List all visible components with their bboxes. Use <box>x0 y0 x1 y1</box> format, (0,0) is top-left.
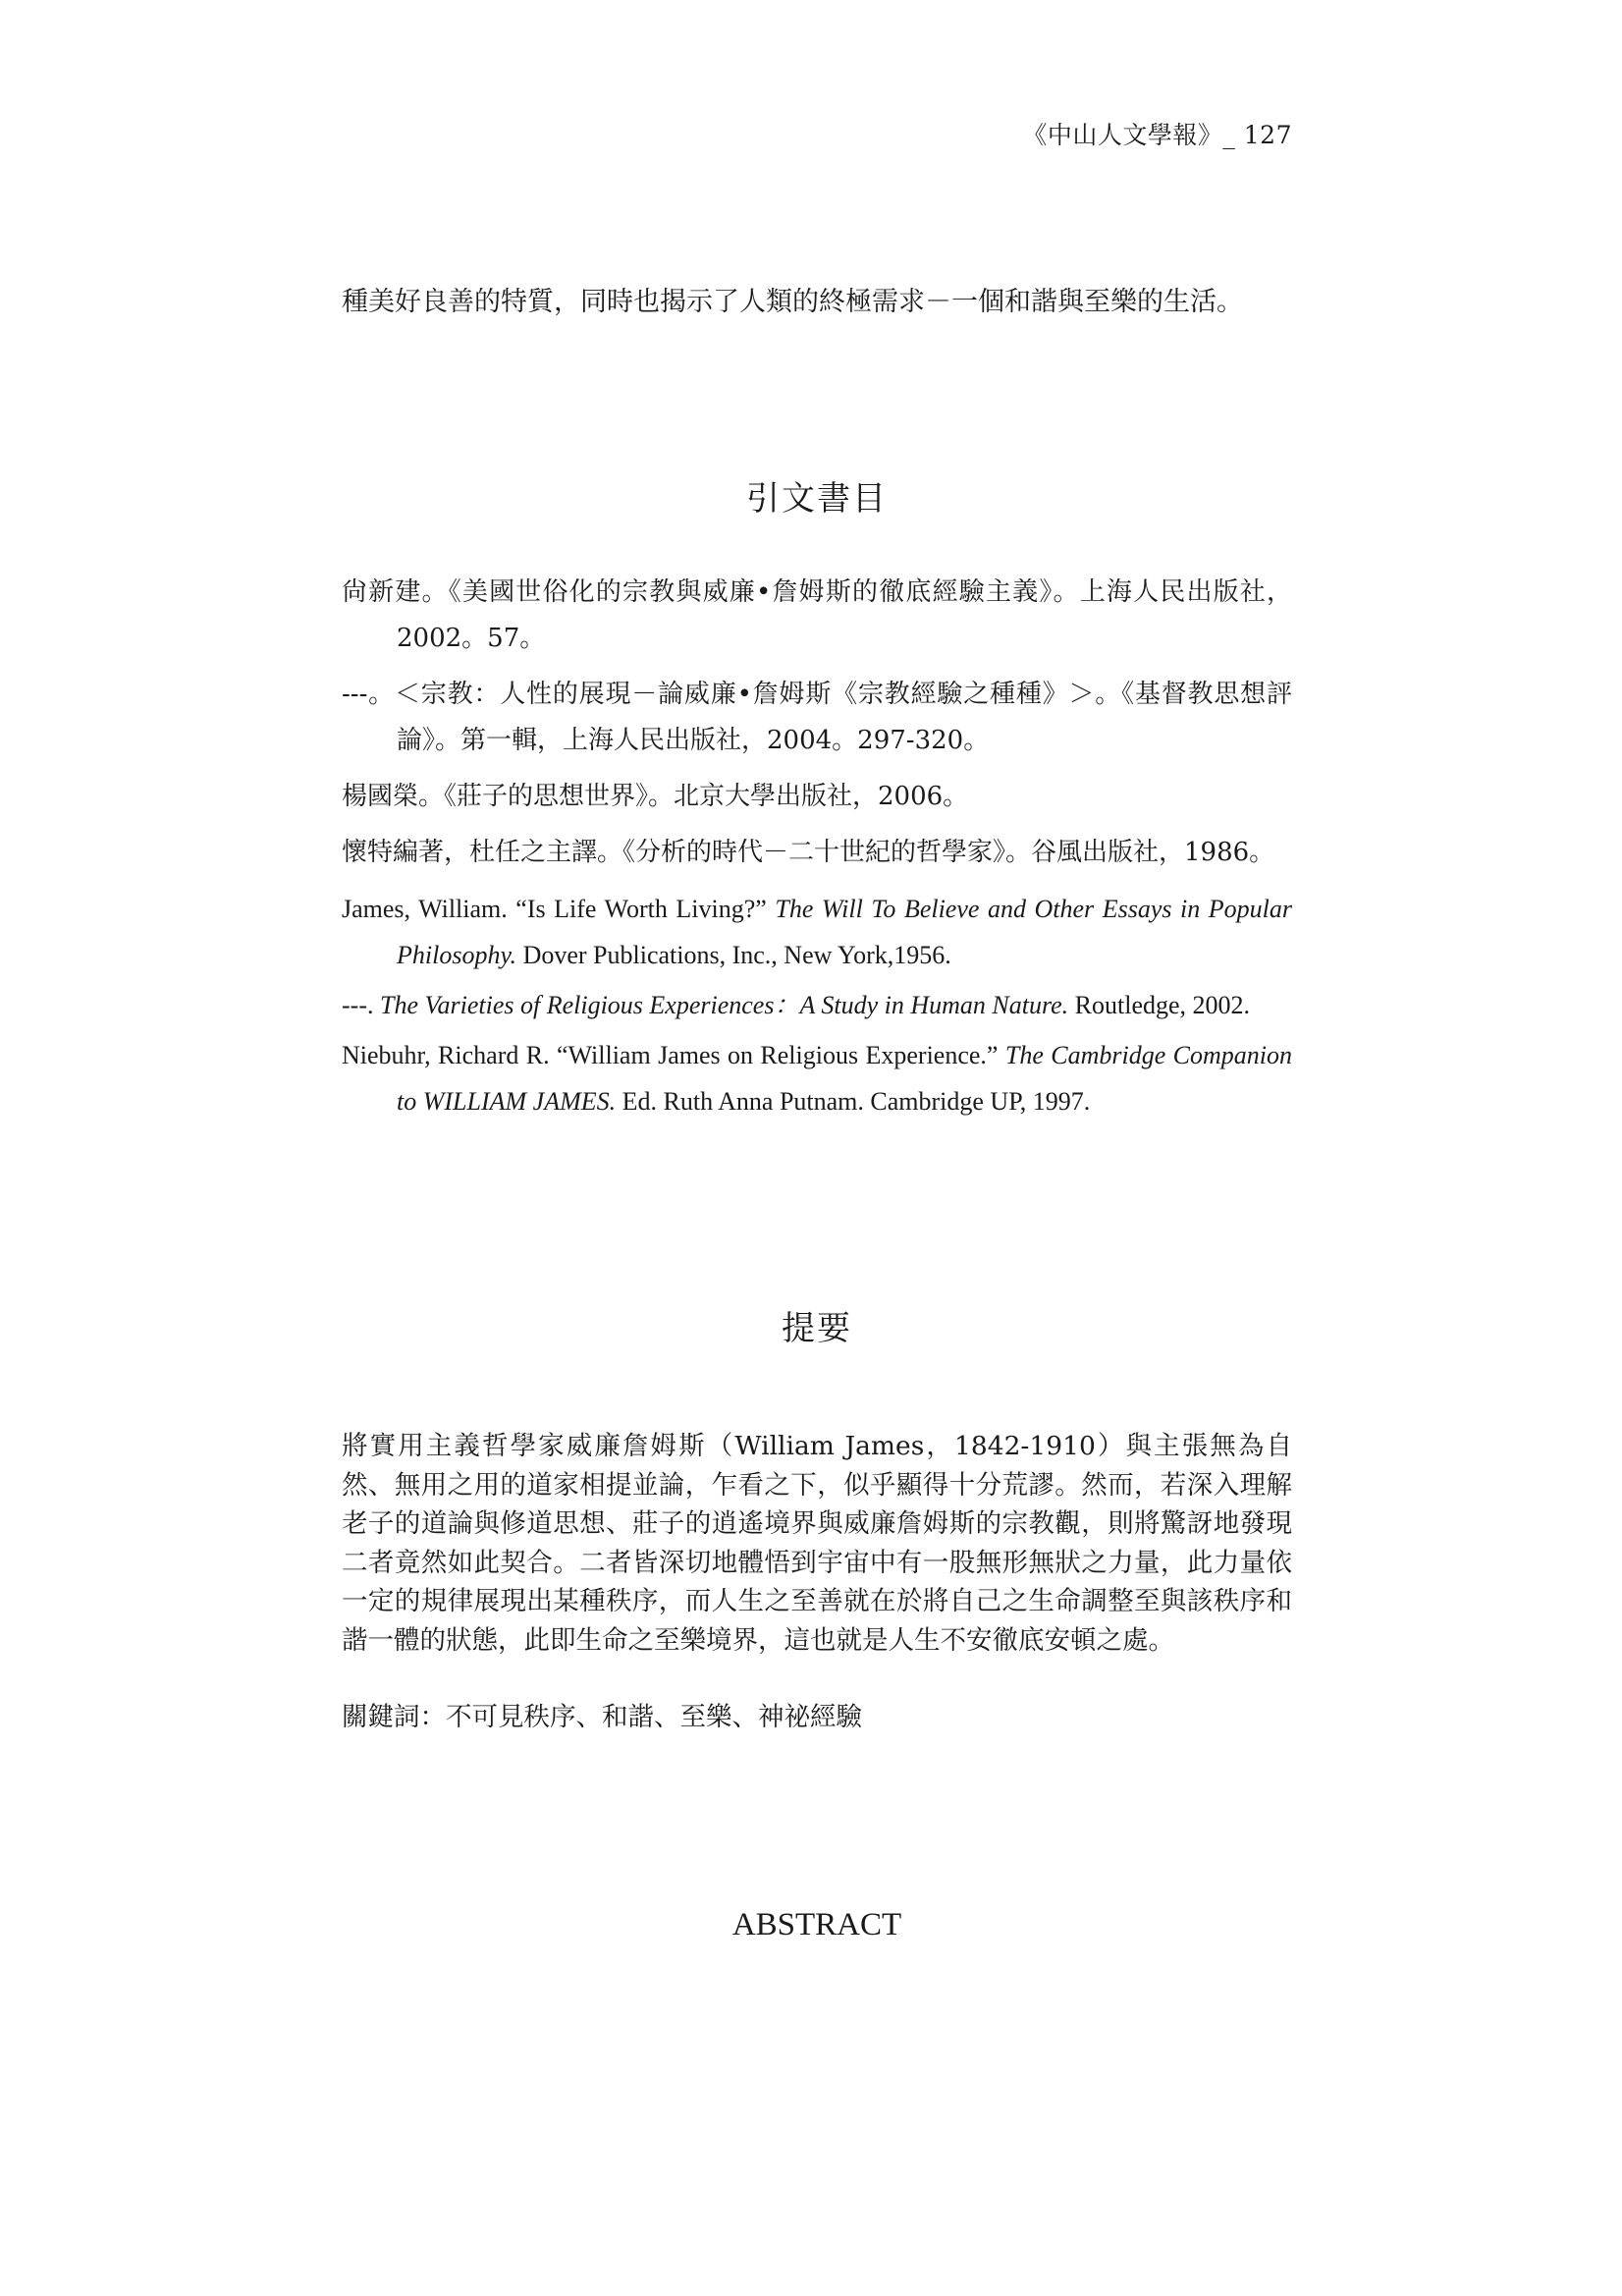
bibliography-entry <box>342 1032 1292 1124</box>
bibliography-entry <box>342 982 1292 1028</box>
intro-paragraph: 種美好良善的特質，同時也揭示了人類的終極需求－一個和諧與至樂的生活。 <box>342 287 1243 317</box>
entry-author-article: Niebuhr, Richard R. “William James on Religious Experience.” <box>342 1041 1005 1069</box>
bibliography-entry <box>342 774 1292 820</box>
entry-book-title: The Cambridge Companion to WILLIAM JAMES. <box>397 1041 1292 1116</box>
bibliography-entry <box>342 672 1292 764</box>
entry-book-title: The Will To Believe and Other Essays in Popular Philosophy. <box>397 895 1292 969</box>
entry-author-article: James, William. “Is Life Worth Living?” <box>342 895 776 923</box>
abstract-zh-body: 將實用主義哲學家威廉詹姆斯（William James，1842-1910）與主張無為自然、無用之用的道家相提並論，乍看之下，似乎顯得十分荒謬。然而，若深入理解老子的道論與修道思想、莊子的逍遙境界與威廉詹姆斯的宗教觀，則將驚訝地發現二者竟然如此契合。二者皆深切地體悟到宇宙中有一股無形無狀之力量，此力量依一定的規律展現出某種秩序，而人生之至善就在於將自己之生命調整至與該秩序和諧一體的狀態，此即生命之至樂境界，這也就是人生不安徹底安頓之處。 <box>342 1431 1292 1656</box>
keywords-line: 關鍵詞：不可見秩序、和諧、至樂、神祕經驗 <box>342 1702 862 1732</box>
bibliography-entry <box>342 570 1292 662</box>
entry-book-title: The Varieties of Religious Experiences：A Study in Human Nature. <box>379 991 1069 1019</box>
entry-text: 尙新建。《美國世俗化的宗教與威廉•詹姆斯的徹底經驗主義》。上海人民出版社，2002。57。 <box>342 577 1292 653</box>
bibliography-entry <box>342 886 1292 978</box>
entry-text: ---。＜宗教：人性的展現－論威廉•詹姆斯《宗教經驗之種種》＞。《基督教思想評論》。第一輯，上海人民出版社，2004。297-320。 <box>342 680 1292 755</box>
running-header: 《中山人文學報》_ 127 <box>1022 121 1292 149</box>
abstract-en-heading: ABSTRACT <box>731 1907 902 1942</box>
bibliography-heading: 引文書目 <box>746 479 888 519</box>
entry-publication-info: Ed. Ruth Anna Putnam. Cambridge UP, 1997. <box>616 1087 1091 1116</box>
entry-publication-info: Dover Publications, Inc., New York,1956. <box>516 941 951 969</box>
bibliography-entry <box>342 830 1292 876</box>
bibliography-list <box>342 570 1292 1128</box>
entry-text: 楊國榮。《莊子的思想世界》。北京大學出版社，2006。 <box>342 782 969 811</box>
entry-author-article: ---. <box>342 991 380 1019</box>
journal-page <box>342 0 1292 2296</box>
abstract-zh-heading: 提要 <box>782 1309 852 1348</box>
entry-publication-info: Routledge, 2002. <box>1068 991 1251 1019</box>
entry-text: 懷特編著，杜任之主譯。《分析的時代－二十世紀的哲學家》。谷風出版社，1986。 <box>342 838 1275 867</box>
